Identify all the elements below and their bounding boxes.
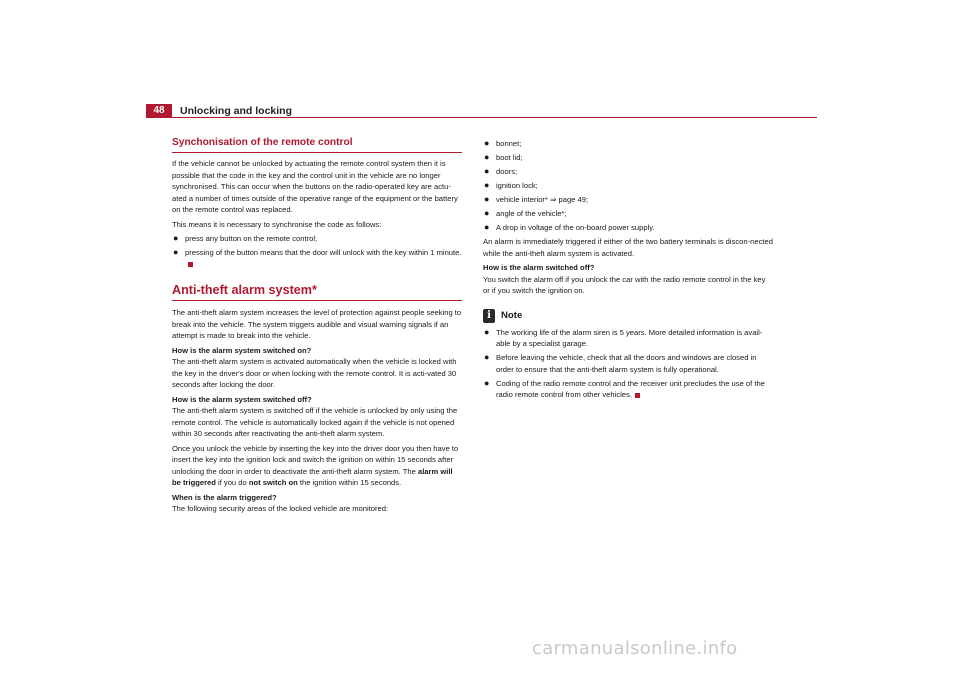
info-icon: i [483, 309, 495, 323]
deactivate-bold-1: alarm will be triggered [172, 466, 453, 487]
note-item [483, 378, 773, 401]
switch-on-subheading: How is the alarm system switched on? [172, 345, 312, 355]
page-number: 48 [146, 104, 172, 118]
bullet-icon: ● [484, 377, 490, 388]
sync-heading: Synchonisation of the remote control [172, 136, 462, 153]
alarm-off-subheading: How is the alarm switched off? [483, 263, 595, 272]
watermark: carmanualsonline.info [532, 638, 738, 659]
alarm-heading: Anti-theft alarm system* [172, 282, 462, 301]
page-reference-link[interactable]: vehicle interior* ⇒ page 49; [496, 195, 589, 204]
bullet-icon: ● [484, 194, 490, 204]
bullet-icon: ● [484, 222, 490, 232]
bullet-icon: ● [484, 326, 490, 337]
bullet-icon: ● [484, 180, 490, 190]
note-text: The working life of the alarm siren is 5 years. More detailed information is avail-able by a specialist garage. [496, 327, 763, 348]
section-end-icon [635, 393, 640, 398]
list-item-text: press any button on the remote control; [185, 234, 318, 243]
bullet-icon: ● [484, 166, 490, 176]
note-text: Coding of the radio remote control and the receiver unit precludes the use of the radio remote control from other vehicles. [496, 378, 765, 399]
list-item-text: ignition lock; [496, 181, 538, 190]
deactivate-text-mid: if you do [215, 478, 249, 487]
triggered-subheading: When is the alarm triggered? [172, 492, 277, 502]
switch-off-subheading: How is the alarm system switched off? [172, 394, 312, 404]
list-item-text: pressing of the button means that the door will unlock with the key within 1 minute. [185, 248, 462, 257]
list-item-text: bonnet; [496, 139, 522, 148]
switch-on-paragraph: The anti-theft alarm system is activated automatically when the vehicle is locked with the key in the driver's door or when locking with the remote control. It is acti-vated 30 seconds after locking the door. [172, 357, 457, 389]
triggered-paragraph: The following security areas of the locked vehicle are monitored: [172, 504, 389, 513]
deactivate-paragraph [172, 443, 462, 489]
alarm-off-paragraph: You switch the alarm off if you unlock the car with the radio remote control in the key or if you switch the ignition on. [483, 274, 766, 295]
bullet-icon: ● [484, 352, 490, 362]
list-item [172, 247, 462, 270]
list-item-text: doors; [496, 167, 518, 176]
section-end-icon [188, 262, 193, 267]
switch-off-paragraph: The anti-theft alarm system is switched off if the vehicle is unlocked by only using the remote control. The vehicle is automatically locked again if the vehicle is not opened within 30 seconds after reactivating the anti-theft alarm system. [172, 406, 458, 438]
list-item-text: A drop in voltage of the on-board power supply. [496, 223, 655, 232]
note-header [483, 309, 773, 323]
deactivate-text-end: the ignition within 15 seconds. [297, 478, 402, 487]
note-text: Before leaving the vehicle, check that all the doors and windows are closed in order to ensure that the anti-theft alarm system is fully operational. [496, 353, 757, 374]
bullet-icon: ● [484, 208, 490, 218]
left-column [172, 136, 462, 518]
list-item [172, 233, 462, 245]
header-rule [146, 117, 817, 118]
bullet-icon: ● [484, 152, 490, 162]
chapter-title: Unlocking and locking [180, 105, 293, 117]
note-item [483, 327, 773, 350]
list-item [483, 180, 773, 192]
list-item-text: angle of the vehicle*; [496, 209, 567, 218]
sync-paragraph: If the vehicle cannot be unlocked by actuating the remote control system then it is possible that the code in the key and the control unit in the vehicle are no longer synchronised. This can occur when the buttons on the radio-operated key are actu-ated a number of times outside of the operative range of the equipment or the battery on the remote control was replaced. [172, 159, 458, 214]
note-item [483, 352, 773, 375]
alarm-intro: The anti-theft alarm system increases the level of protection against people seeking to break into the vehicle. The system triggers audible and visual warning signals if an attempt is made to break into the vehicle. [172, 308, 462, 340]
list-item [483, 166, 773, 178]
bullet-icon: ● [173, 247, 179, 257]
list-item [483, 138, 773, 150]
bullet-icon: ● [484, 138, 490, 148]
right-column [483, 136, 773, 403]
deactivate-text-start: Once you unlock the vehicle by inserting the key into the driver door you then have to insert the key into the ignition lock and switch the ignition on within 15 seconds after unlocking the door in order to deactivate the anti-theft alarm system. The [172, 443, 459, 476]
bullet-icon: ● [173, 233, 179, 243]
note-title: Note [501, 309, 523, 321]
list-item-text: boot lid; [496, 153, 523, 162]
sync-instruction: This means it is necessary to synchronise the code as follows: [172, 219, 382, 229]
list-item [483, 194, 773, 206]
list-item [483, 208, 773, 220]
deactivate-bold-2: not switch on [248, 478, 298, 487]
list-item [483, 152, 773, 164]
battery-paragraph: An alarm is immediately triggered if either of the two battery terminals is discon-nected while the anti-theft alarm system is activated. [483, 237, 773, 258]
list-item [483, 222, 773, 234]
